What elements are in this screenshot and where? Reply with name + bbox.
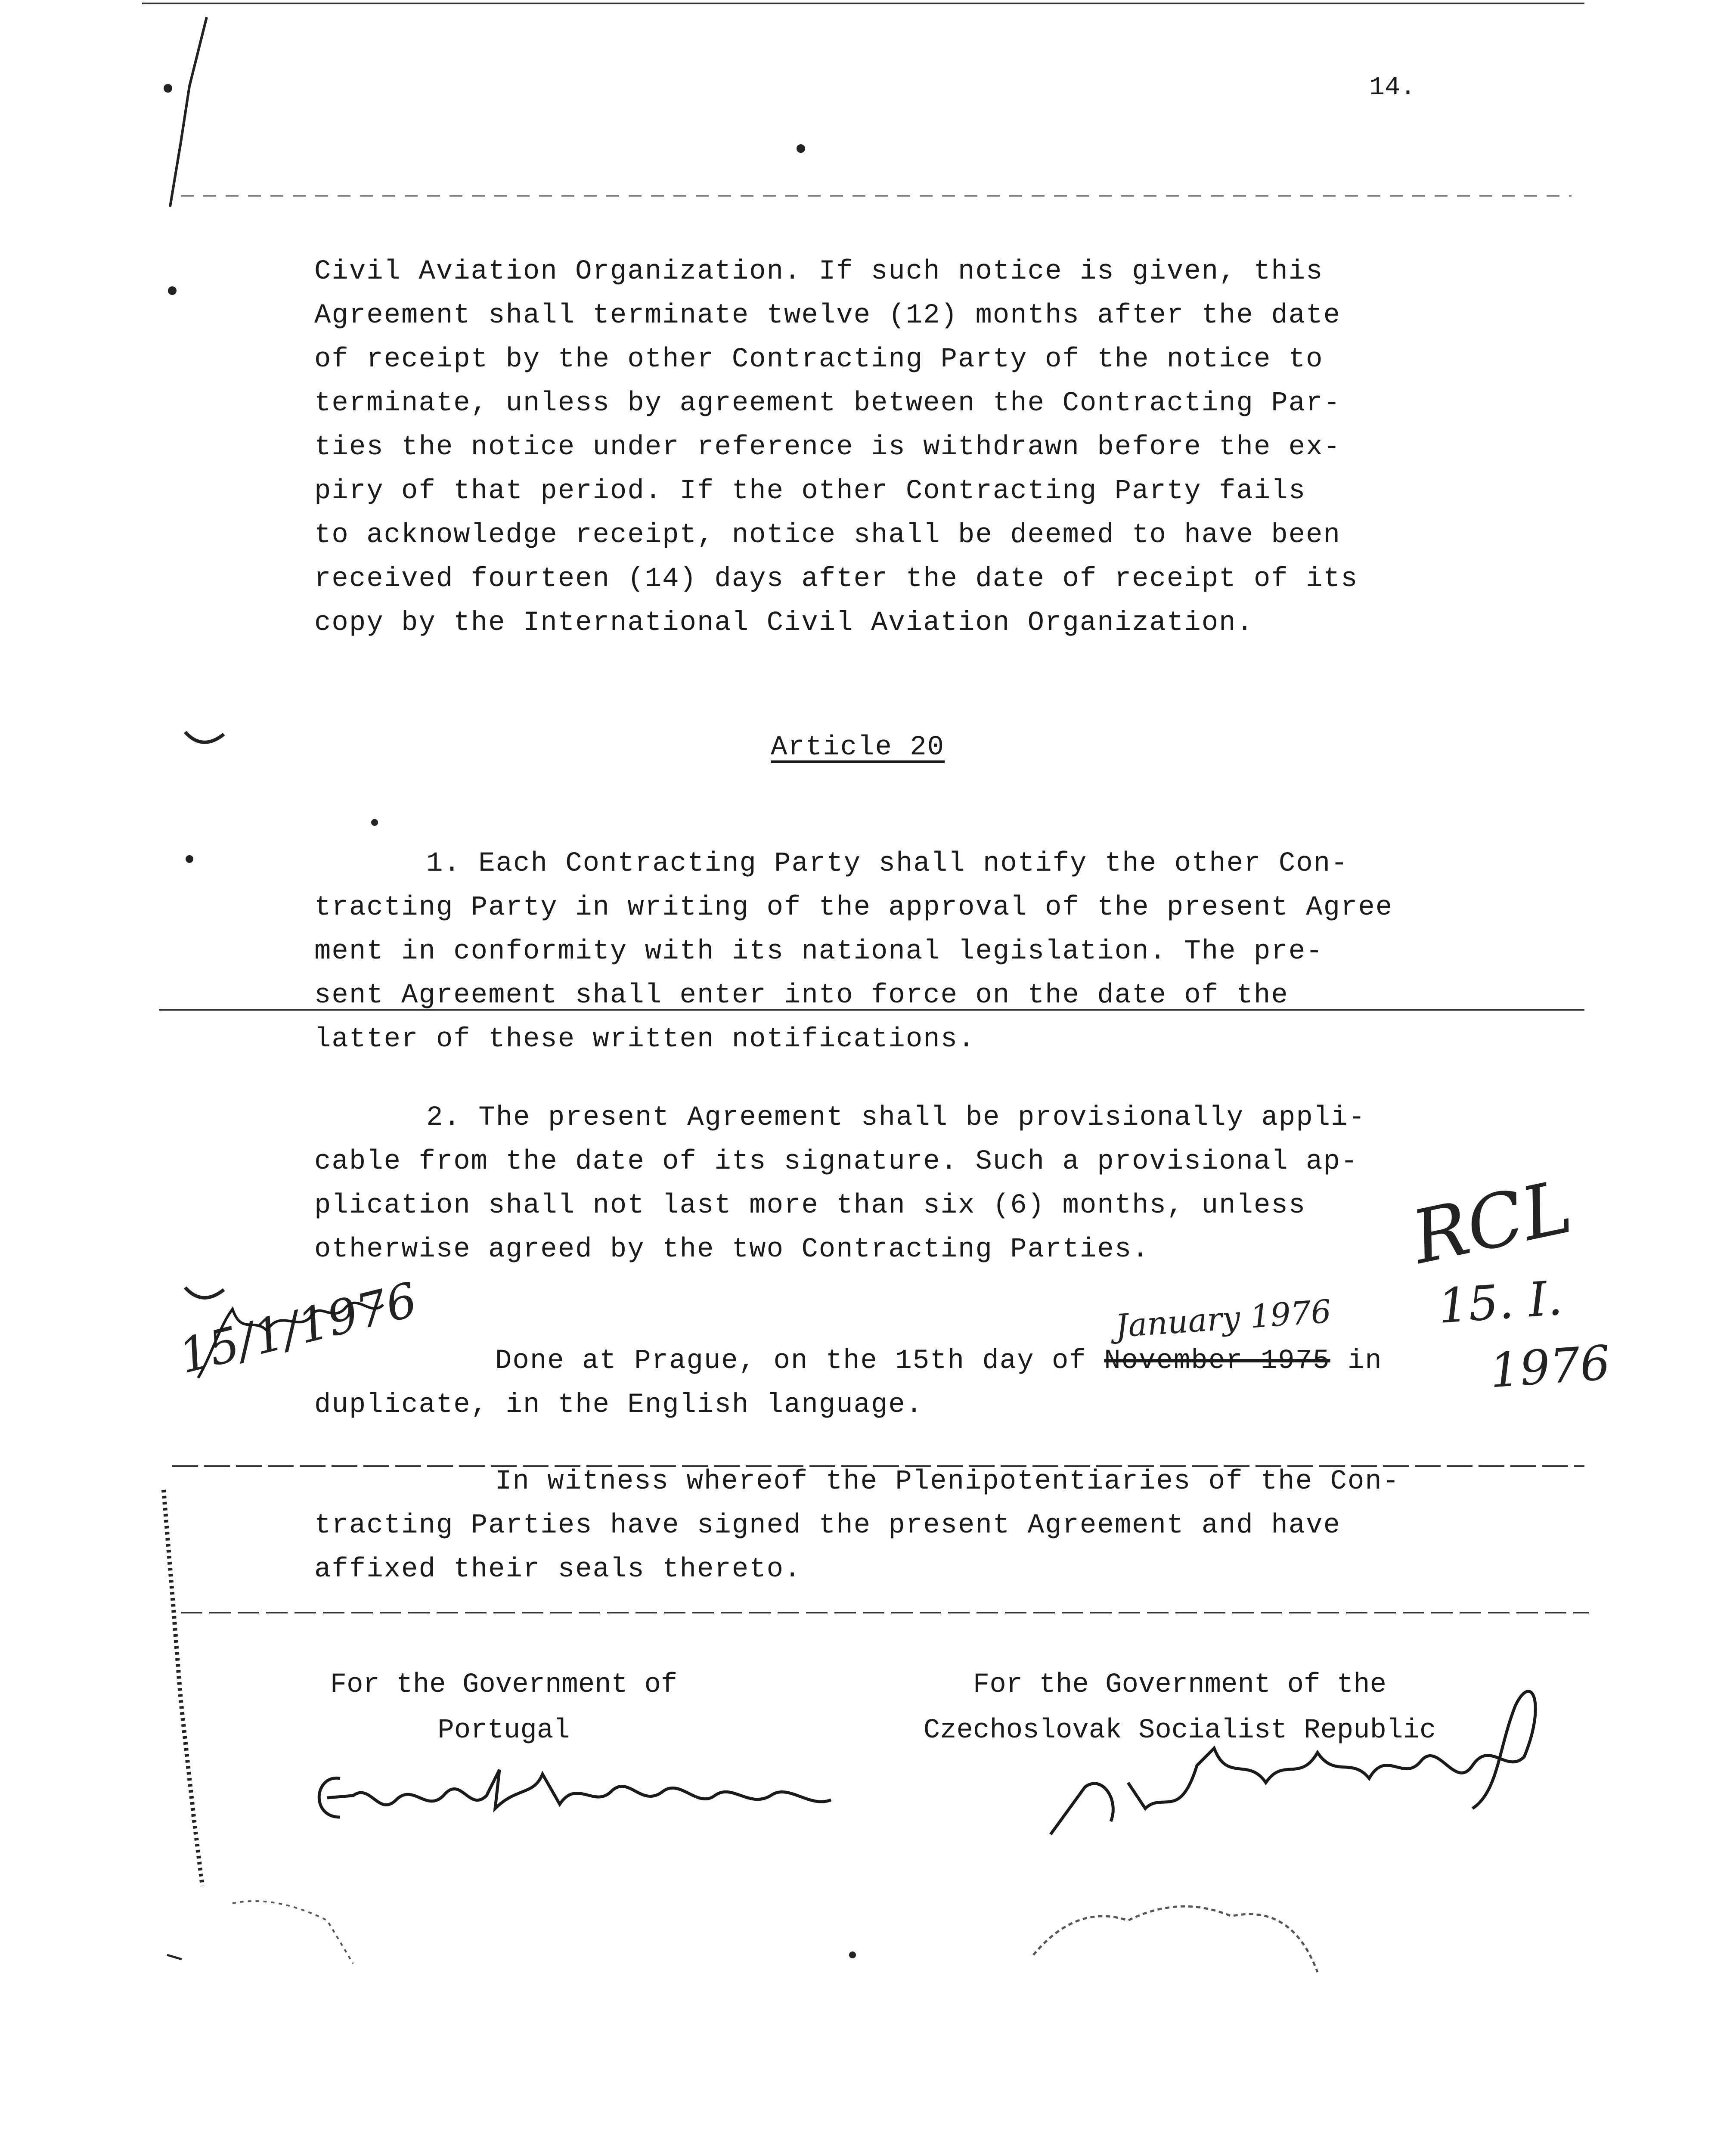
article-heading: Article 20 <box>771 732 945 763</box>
signatory-line: For the Government of <box>330 1669 678 1700</box>
handwritten-year: 1976 <box>1488 1335 1612 1399</box>
signatory-country: Portugal <box>437 1715 570 1746</box>
text-line: ties the notice under reference is withdrawn before the ex- <box>314 432 1341 463</box>
page-number: 14. <box>1369 73 1416 102</box>
handwritten-initials: RCL <box>1405 1164 1579 1281</box>
text-line: otherwise agreed by the two Contracting Parties. <box>314 1234 1150 1265</box>
struck-date: November 1975 <box>1104 1346 1330 1377</box>
signatory-portugal <box>301 1662 706 1753</box>
text-line: latter of these written notifications. <box>314 1024 976 1055</box>
text-line: tracting Party in writing of the approval of the present Agree <box>314 892 1393 923</box>
text-line: piry of that period. If the other Contracting Party fails <box>314 476 1306 507</box>
text-line: Civil Aviation Organization. If such notice is given, this <box>314 256 1324 287</box>
handwritten-date-insert: January 1976 <box>1114 1293 1333 1345</box>
handwritten-date: 15. I. <box>1436 1270 1564 1334</box>
text-line: duplicate, in the English language. <box>314 1390 924 1421</box>
handwritten-margin-date: 15/1/1976 <box>173 1272 423 1384</box>
signature-portugal <box>319 1770 831 1817</box>
text-line: In witness whereof the Plenipotentiaries of the Con- <box>495 1466 1400 1497</box>
signatory-line: For the Government of the <box>973 1669 1387 1700</box>
text-line: tracting Parties have signed the present Agreement and have <box>314 1510 1341 1541</box>
done-text-end: in <box>1347 1346 1383 1377</box>
text-line: terminate, unless by agreement between the Contracting Par- <box>314 388 1341 419</box>
text-line: received fourteen (14) days after the date of receipt of its <box>314 564 1358 595</box>
text-line: 2. The present Agreement shall be provisionally appli- <box>426 1102 1366 1133</box>
signatory-country: Czechoslovak Socialist Republic <box>923 1715 1436 1746</box>
text-line: Agreement shall terminate twelve (12) months after the date <box>314 300 1341 331</box>
text-line: 1. Each Contracting Party shall notify the other Con- <box>426 848 1348 879</box>
text-line: copy by the International Civil Aviation Organization. <box>314 608 1254 639</box>
text-line: plication shall not last more than six (6) months, unless <box>314 1190 1306 1221</box>
text-line: sent Agreement shall enter into force on the date of the <box>314 980 1289 1011</box>
text-line: to acknowledge receipt, notice shall be deemed to have been <box>314 520 1341 551</box>
text-line: affixed their seals thereto. <box>314 1554 802 1585</box>
text-line: cable from the date of its signature. Such a provisional ap- <box>314 1146 1358 1177</box>
done-text-start: Done at Prague, on the 15th day of <box>495 1346 1087 1377</box>
signatory-czechoslovakia <box>870 1662 1490 1753</box>
text-line <box>495 1339 1383 1383</box>
text-line: of receipt by the other Contracting Party of the notice to <box>314 344 1324 375</box>
text-line: ment in conformity with its national legislation. The pre- <box>314 936 1324 967</box>
